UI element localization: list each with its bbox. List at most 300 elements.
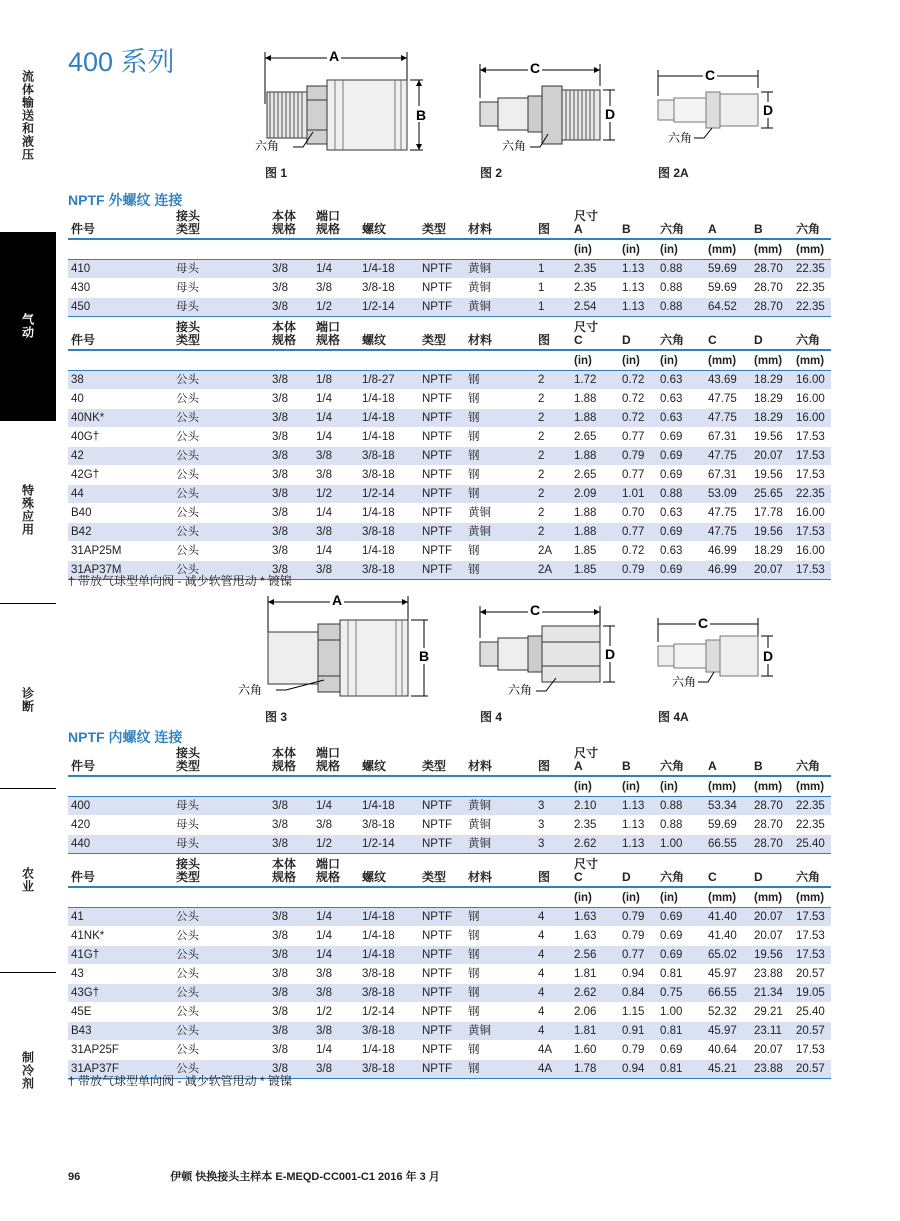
table-cell: 43G† <box>68 984 173 1003</box>
unit-cell <box>465 887 535 908</box>
column-header: 接头 类型 <box>176 209 201 236</box>
unit-cell <box>359 887 419 908</box>
table-cell: NPTF <box>419 409 465 428</box>
table-cell: 41.40 <box>705 927 751 946</box>
table-cell: 1/4-18 <box>359 504 419 523</box>
table-cell: 43 <box>68 965 173 984</box>
table-cell: NPTF <box>419 542 465 561</box>
column-header: D <box>622 333 631 347</box>
column-header: D <box>622 870 631 884</box>
table-cell: 钢 <box>465 1041 535 1060</box>
table-cell: 1/4 <box>313 908 359 927</box>
table-cell: 16.00 <box>793 371 831 390</box>
table-cell: 3/8 <box>269 298 313 317</box>
table-cell: 3/8-18 <box>359 816 419 835</box>
table-cell: 1 <box>535 260 571 279</box>
table-cell: 母头 <box>173 260 269 279</box>
table-cell: 3/8-18 <box>359 561 419 580</box>
table-cell: 1/4-18 <box>359 946 419 965</box>
column-header: B <box>754 222 763 236</box>
table-cell: 钢 <box>465 485 535 504</box>
table-cell: 45.97 <box>705 965 751 984</box>
table-cell: 17.53 <box>793 561 831 580</box>
table-cell: 0.88 <box>657 485 705 504</box>
table-cell: 66.55 <box>705 984 751 1003</box>
table-cell: 1/8 <box>313 371 359 390</box>
table-cell: 47.75 <box>705 447 751 466</box>
table-row <box>68 466 831 485</box>
table-cell: 3/8 <box>269 946 313 965</box>
table-cell: 公头 <box>173 965 269 984</box>
table-cell: 1.85 <box>571 542 619 561</box>
table-cell: 钢 <box>465 447 535 466</box>
table-cell: 0.81 <box>657 965 705 984</box>
table-cell: NPTF <box>419 835 465 854</box>
table-cell: 23.11 <box>751 1022 793 1041</box>
unit-cell <box>68 350 173 371</box>
table-cell: 67.31 <box>705 428 751 447</box>
column-header: 六角 <box>796 222 821 236</box>
table-cell: 52.32 <box>705 1003 751 1022</box>
table-cell: 28.70 <box>751 835 793 854</box>
table-cell: 1.78 <box>571 1060 619 1079</box>
table-cell: 1.88 <box>571 390 619 409</box>
table-cell: 3/8 <box>269 1003 313 1022</box>
table-cell: 2 <box>535 409 571 428</box>
unit-cell: (in) <box>657 887 705 908</box>
table-cell: 3/8 <box>313 447 359 466</box>
table-cell: 17.53 <box>793 428 831 447</box>
column-header: 图 <box>538 333 551 347</box>
table-cell: 20.07 <box>751 927 793 946</box>
table-cell: 1/2-14 <box>359 298 419 317</box>
table-cell: 0.79 <box>619 561 657 580</box>
table-cell: B43 <box>68 1022 173 1041</box>
table-cell: 1.63 <box>571 908 619 927</box>
table-cell: 3/8 <box>269 447 313 466</box>
table-cell: 17.53 <box>793 466 831 485</box>
table-cell: 1/4-18 <box>359 542 419 561</box>
table-cell: 钢 <box>465 908 535 927</box>
tab-agriculture[interactable]: 农业 <box>20 867 35 893</box>
units-row <box>68 887 831 908</box>
table-cell: B40 <box>68 504 173 523</box>
table-cell: 3/8 <box>269 984 313 1003</box>
table-cell: 2 <box>535 466 571 485</box>
table-row <box>68 908 831 927</box>
table-cell: 1/4 <box>313 260 359 279</box>
table-cell: 20.07 <box>751 1041 793 1060</box>
table-cell: 3/8-18 <box>359 466 419 485</box>
table-cell: 17.53 <box>793 447 831 466</box>
table-cell: 17.53 <box>793 523 831 542</box>
table-cell: 2A <box>535 561 571 580</box>
unit-cell: (mm) <box>751 887 793 908</box>
table-cell: 43.69 <box>705 371 751 390</box>
figure-2-caption: 图 2 <box>480 166 503 180</box>
table-cell: 钢 <box>465 542 535 561</box>
table-cell: 430 <box>68 279 173 298</box>
table-cell: 46.99 <box>705 542 751 561</box>
column-header: B <box>754 759 763 773</box>
unit-cell: (mm) <box>751 776 793 797</box>
table-cell: 0.69 <box>657 466 705 485</box>
table-cell: 钢 <box>465 390 535 409</box>
table-cell: 0.72 <box>619 390 657 409</box>
table-cell: 黄铜 <box>465 797 535 816</box>
table-cell: 19.05 <box>793 984 831 1003</box>
table-cell: 2.06 <box>571 1003 619 1022</box>
table-cell: 19.56 <box>751 523 793 542</box>
unit-cell <box>68 239 173 260</box>
unit-cell: (mm) <box>705 350 751 371</box>
table-cell: 3/8 <box>269 561 313 580</box>
table-cell: 46.99 <box>705 561 751 580</box>
table-cell: 黄铜 <box>465 504 535 523</box>
table-cell: 4 <box>535 1022 571 1041</box>
column-header: 本体 规格 <box>272 746 297 773</box>
table-cell: 59.69 <box>705 279 751 298</box>
table-cell: B42 <box>68 523 173 542</box>
unit-cell: (in) <box>657 239 705 260</box>
table-cell: NPTF <box>419 428 465 447</box>
table-cell: 母头 <box>173 298 269 317</box>
table-cell: 4 <box>535 984 571 1003</box>
table-cell: 3/8-18 <box>359 1060 419 1079</box>
dim-d-label: D <box>762 648 774 664</box>
column-header: 件号 <box>71 333 96 347</box>
column-header: 尺寸 A <box>574 209 599 236</box>
table-cell: 黄铜 <box>465 835 535 854</box>
table-cell: 1/4-18 <box>359 260 419 279</box>
units-row <box>68 350 831 371</box>
column-header: 螺纹 <box>362 870 387 884</box>
table-cell: 3/8 <box>313 523 359 542</box>
table-cell: 1/4-18 <box>359 927 419 946</box>
table-cell: 1.81 <box>571 965 619 984</box>
table-cell: 3/8 <box>313 1060 359 1079</box>
table-cell: 0.77 <box>619 466 657 485</box>
hex-label: 六角 <box>668 131 693 145</box>
dim-c-label: C <box>704 67 716 83</box>
unit-cell: (in) <box>619 350 657 371</box>
unit-cell <box>465 350 535 371</box>
table-cell: 16.00 <box>793 504 831 523</box>
table-cell: 公头 <box>173 946 269 965</box>
table-cell: 2.35 <box>571 279 619 298</box>
dim-d-label: D <box>604 646 616 662</box>
table-cell: 1/4-18 <box>359 390 419 409</box>
table-cell: 钢 <box>465 428 535 447</box>
table-cell: NPTF <box>419 279 465 298</box>
table-cell: 1.88 <box>571 447 619 466</box>
table-cell: 3/8 <box>269 428 313 447</box>
unit-cell: (in) <box>571 239 619 260</box>
table-cell: 1/4 <box>313 1041 359 1060</box>
table-cell: 1/4 <box>313 409 359 428</box>
unit-cell: (mm) <box>705 239 751 260</box>
table-cell: 3/8 <box>269 409 313 428</box>
table-cell: 黄铜 <box>465 260 535 279</box>
table-cell: 钢 <box>465 1003 535 1022</box>
table-cell: 31AP25M <box>68 542 173 561</box>
table-cell: 4A <box>535 1060 571 1079</box>
table-cell: 2.62 <box>571 835 619 854</box>
table-cell: 钢 <box>465 946 535 965</box>
table-cell: 公头 <box>173 984 269 1003</box>
unit-cell <box>269 776 313 797</box>
page-footer <box>68 1168 440 1184</box>
table-cell: 钢 <box>465 927 535 946</box>
unit-cell: (in) <box>571 350 619 371</box>
hex-label: 六角 <box>508 683 533 697</box>
table-cell: 0.94 <box>619 1060 657 1079</box>
table-cell: 59.69 <box>705 260 751 279</box>
unit-cell: (in) <box>657 350 705 371</box>
figure-4a-caption: 图 4A <box>658 710 689 724</box>
table-cell: 400 <box>68 797 173 816</box>
table-cell: 1/4-18 <box>359 1041 419 1060</box>
table-cell: 公头 <box>173 390 269 409</box>
table-cell: 1.88 <box>571 523 619 542</box>
table-cell: 3/8 <box>313 1022 359 1041</box>
table-row <box>68 504 831 523</box>
table-cell: 3/8-18 <box>359 965 419 984</box>
column-header: 端口 规格 <box>316 209 341 236</box>
external-thread-table <box>68 206 831 580</box>
table-cell: NPTF <box>419 797 465 816</box>
column-header: B <box>622 759 631 773</box>
table-cell: 3/8 <box>313 965 359 984</box>
table-cell: 41G† <box>68 946 173 965</box>
tab-pneumatic[interactable]: 气动 <box>0 232 56 420</box>
table-cell: NPTF <box>419 946 465 965</box>
table-cell: 3/8 <box>269 279 313 298</box>
table-cell: 0.69 <box>657 908 705 927</box>
table-cell: 0.63 <box>657 504 705 523</box>
table-cell: 16.00 <box>793 542 831 561</box>
table-cell: 公头 <box>173 409 269 428</box>
dim-a-label: A <box>328 48 340 64</box>
table-cell: 31AP25F <box>68 1041 173 1060</box>
table-cell: 40G† <box>68 428 173 447</box>
table-cell: 4 <box>535 946 571 965</box>
column-header: 六角 <box>660 222 685 236</box>
table-cell: 0.69 <box>657 1041 705 1060</box>
table-cell: 3/8 <box>269 1060 313 1079</box>
table-cell: 0.75 <box>657 984 705 1003</box>
table-cell: 公头 <box>173 561 269 580</box>
table-cell: 17.53 <box>793 1041 831 1060</box>
table-cell: 2 <box>535 371 571 390</box>
table-cell: 公头 <box>173 1022 269 1041</box>
column-header: 接头 类型 <box>176 857 201 884</box>
unit-cell: (mm) <box>705 887 751 908</box>
figure-2-diagram <box>470 56 620 161</box>
table-cell: 19.56 <box>751 946 793 965</box>
table-cell: 3/8 <box>269 466 313 485</box>
table-cell: 2.62 <box>571 984 619 1003</box>
table-cell: 1/4 <box>313 504 359 523</box>
table-cell: 1/4 <box>313 797 359 816</box>
table-cell: 17.53 <box>793 927 831 946</box>
unit-cell <box>419 239 465 260</box>
table-cell: 黄铜 <box>465 298 535 317</box>
table-row <box>68 298 831 317</box>
table-cell: 18.29 <box>751 542 793 561</box>
table-cell: 47.75 <box>705 390 751 409</box>
table-cell: 0.69 <box>657 447 705 466</box>
table-header-row <box>68 206 831 239</box>
table-cell: 29.21 <box>751 1003 793 1022</box>
table-cell: 1.13 <box>619 816 657 835</box>
table-cell: 1/4 <box>313 428 359 447</box>
table-row <box>68 371 831 390</box>
table-cell: 23.88 <box>751 965 793 984</box>
table-cell: 钢 <box>465 984 535 1003</box>
table-cell: 20.07 <box>751 561 793 580</box>
unit-cell <box>173 776 269 797</box>
table-header-row <box>68 317 831 351</box>
footnote: † 带放气球型单向阀 - 减少软管甩动 * 镀镍 <box>68 574 293 588</box>
table-cell: 3/8 <box>269 504 313 523</box>
column-header: A <box>708 222 717 236</box>
unit-cell <box>173 239 269 260</box>
table-cell: NPTF <box>419 260 465 279</box>
column-header: C <box>708 333 717 347</box>
table-cell: 公头 <box>173 927 269 946</box>
table-cell: 420 <box>68 816 173 835</box>
table-cell: 17.53 <box>793 946 831 965</box>
table-cell: 3/8 <box>269 965 313 984</box>
table-cell: 0.81 <box>657 1022 705 1041</box>
table-cell: 3/8 <box>269 260 313 279</box>
table-cell: 18.29 <box>751 371 793 390</box>
table-cell: 黄铜 <box>465 279 535 298</box>
table-cell: 19.56 <box>751 428 793 447</box>
tab-refrigerant[interactable]: 制冷剂 <box>20 1050 35 1090</box>
table-cell: 42 <box>68 447 173 466</box>
column-header: 类型 <box>422 222 447 236</box>
table-cell: 1/2 <box>313 1003 359 1022</box>
table-cell: 2 <box>535 485 571 504</box>
table-cell: NPTF <box>419 523 465 542</box>
table-cell: 母头 <box>173 279 269 298</box>
table-cell: 钢 <box>465 965 535 984</box>
table-row <box>68 279 831 298</box>
table-cell: 0.69 <box>657 946 705 965</box>
column-header: 螺纹 <box>362 333 387 347</box>
unit-cell <box>359 350 419 371</box>
dim-d-label: D <box>762 102 774 118</box>
column-header: C <box>708 870 717 884</box>
table-cell: 0.88 <box>657 279 705 298</box>
table-cell: 20.57 <box>793 1060 831 1079</box>
table-cell: 0.88 <box>657 816 705 835</box>
tab-diagnostics[interactable]: 诊断 <box>20 687 35 713</box>
table-cell: 1/4-18 <box>359 409 419 428</box>
unit-cell <box>465 776 535 797</box>
table-cell: 0.79 <box>619 447 657 466</box>
table-row <box>68 485 831 504</box>
table-cell: 0.63 <box>657 542 705 561</box>
hex-label: 六角 <box>672 675 697 689</box>
table-cell: 1.01 <box>619 485 657 504</box>
table-row <box>68 1041 831 1060</box>
figure-3-diagram <box>238 588 438 703</box>
table-cell: NPTF <box>419 908 465 927</box>
table-cell: 0.94 <box>619 965 657 984</box>
table-cell: 450 <box>68 298 173 317</box>
tab-fluid[interactable]: 流体输送和液压 <box>20 69 35 161</box>
table-cell: 0.77 <box>619 946 657 965</box>
table-row <box>68 797 831 816</box>
table-cell: NPTF <box>419 485 465 504</box>
table-cell: 59.69 <box>705 816 751 835</box>
dim-c-label: C <box>697 615 709 631</box>
table-cell: 0.81 <box>657 1060 705 1079</box>
table-cell: 黄铜 <box>465 816 535 835</box>
unit-cell: (mm) <box>793 887 831 908</box>
table-cell: 0.88 <box>657 797 705 816</box>
figure-4-caption: 图 4 <box>480 710 503 724</box>
unit-cell <box>269 350 313 371</box>
footnote: † 带放气球型单向阀 - 减少软管甩动 * 镀镍 <box>68 1074 293 1088</box>
hex-label: 六角 <box>238 683 263 697</box>
table-cell: 20.57 <box>793 965 831 984</box>
unit-cell <box>313 350 359 371</box>
tab-special[interactable]: 特殊应用 <box>20 484 35 536</box>
table-cell: 18.29 <box>751 409 793 428</box>
table-row <box>68 260 831 279</box>
unit-cell: (in) <box>619 776 657 797</box>
table-cell: 0.63 <box>657 390 705 409</box>
table-cell: 公头 <box>173 542 269 561</box>
table-cell: 0.79 <box>619 908 657 927</box>
unit-cell <box>173 350 269 371</box>
hex-label: 六角 <box>502 139 527 153</box>
table-row <box>68 447 831 466</box>
table-cell: NPTF <box>419 504 465 523</box>
table-cell: 3/8 <box>269 908 313 927</box>
table-cell: 3/8 <box>269 816 313 835</box>
table-cell: 22.35 <box>793 279 831 298</box>
table-cell: 1.00 <box>657 1003 705 1022</box>
unit-cell <box>535 350 571 371</box>
unit-cell <box>359 776 419 797</box>
column-header: D <box>754 870 763 884</box>
column-header: 接头 类型 <box>176 746 201 773</box>
unit-cell: (mm) <box>793 776 831 797</box>
table-cell: 2.09 <box>571 485 619 504</box>
table-row <box>68 965 831 984</box>
table-cell: 3/8-18 <box>359 447 419 466</box>
table-cell: 45E <box>68 1003 173 1022</box>
table-cell: 1/4-18 <box>359 428 419 447</box>
table-cell: 0.84 <box>619 984 657 1003</box>
table-row <box>68 816 831 835</box>
table-cell: 黄铜 <box>465 523 535 542</box>
table-cell: 钢 <box>465 1060 535 1079</box>
column-header: 类型 <box>422 870 447 884</box>
table-cell: 23.88 <box>751 1060 793 1079</box>
table-cell: 3/8 <box>313 816 359 835</box>
table-cell: 28.70 <box>751 279 793 298</box>
table-cell: 3/8 <box>269 927 313 946</box>
figure-3-caption: 图 3 <box>265 710 288 724</box>
table-cell: 钢 <box>465 409 535 428</box>
footer-text: 伊顿 快换接头主样本 E-MEQD-CC001-C1 2016 年 3 月 <box>170 1171 440 1183</box>
